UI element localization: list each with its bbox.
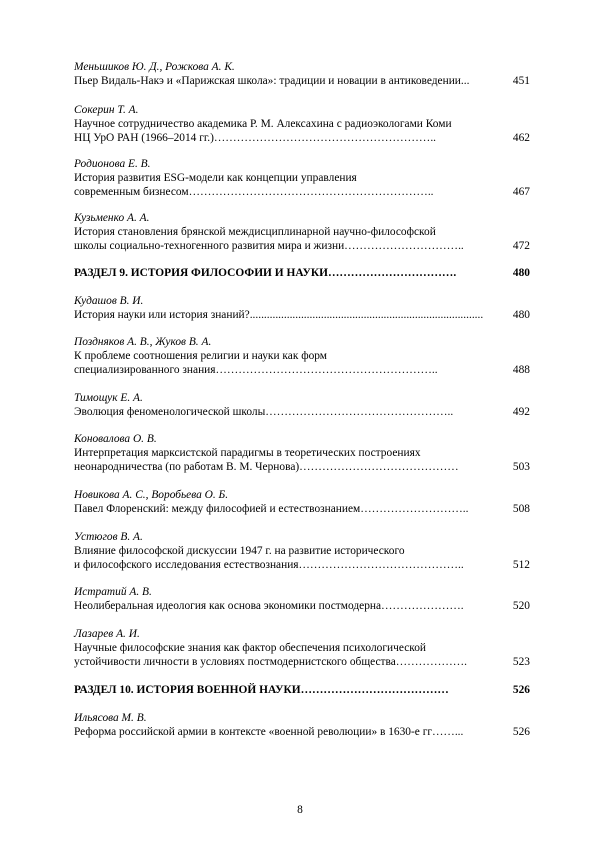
toc-entry[interactable] [74,294,530,322]
entry-title [74,117,488,145]
section-title: РАЗДЕЛ 10. ИСТОРИЯ ВОЕННОЙ НАУКИ………………………………… [74,684,449,696]
entry-page: 451 [512,75,530,87]
entry-title-line: Павел Флоренский: между философией и естествознанием……………………….. [74,503,469,515]
entry-page: 472 [512,240,530,252]
toc-section-heading[interactable] [74,683,530,697]
entry-title [74,544,488,572]
entry-page: 523 [512,656,530,668]
entry-title-line: История развития ESG-модели как концепции управления [74,172,357,184]
entry-page: 508 [512,503,530,515]
entry-page: 488 [512,364,530,376]
entry-title-line: Научные философские знания как фактор обеспечения психологической [74,642,426,654]
toc-entry[interactable] [74,391,530,419]
entry-title-line: Пьер Видаль-Накэ и «Парижская школа»: традиции и новации в антиковедении... [74,75,470,87]
entry-title-line: Реформа российской армии в контексте «военной революции» в 1630-е гг……... [74,726,464,738]
entry-author: Новикова А. С., Воробьева О. Б. [74,489,229,501]
entry-title-line: и философского исследования естествознания…………………………………….. [74,559,464,571]
toc-entry[interactable] [74,488,530,516]
entry-page: 526 [512,726,530,738]
toc-section-heading[interactable] [74,266,530,280]
entry-title [74,171,488,199]
entry-page: 512 [512,559,530,571]
entry-title-line: Влияние философской дискуссии 1947 г. на развитие исторического [74,545,405,557]
toc-entry[interactable] [74,335,530,377]
entry-author: Сокерин Т. А. [74,104,139,116]
toc-entry[interactable] [74,711,530,739]
entry-title-line: Научное сотрудничество академика Р. М. Алексахина с радиоэкологами Коми [74,118,452,130]
page-number: 8 [297,804,303,816]
toc-entry[interactable] [74,157,530,199]
toc-entry[interactable] [74,60,530,88]
entry-title-line: Эволюция феноменологической школы………………………………………….. [74,406,454,418]
toc-entry[interactable] [74,585,530,613]
entry-author: Кудашов В. И. [74,295,144,307]
entry-author: Коновалова О. В. [74,433,157,445]
entry-title-line: Интерпретация марксистской парадигмы в теоретических построениях [74,447,421,459]
entry-title [74,502,488,516]
entry-title [74,74,488,88]
entry-title-line: К проблеме соотношения религии и науки как форм [74,350,328,362]
entry-author: Лазарев А. И. [74,628,140,640]
entry-author: Ильясова М. В. [74,712,147,724]
toc-entry[interactable] [74,211,530,253]
entry-title-line: неонародничества (по работам В. М. Чернова)…………………………………… [74,461,459,473]
entry-title-line: История науки или история знаний?.................................................................................. [74,309,484,321]
entry-title [74,599,488,613]
entry-title-line: История становления брянской междисциплинарной научно-философской [74,226,436,238]
toc-entry[interactable] [74,627,530,669]
entry-title-line: НЦ УрО РАН (1966–2014 гг.)………………………………………………….. [74,132,437,144]
entry-page: 520 [512,600,530,612]
entry-page: 480 [512,309,530,321]
entry-title-line: современным бизнесом……………………………………………………….. [74,186,434,198]
entry-title [74,725,488,739]
entry-author: Истратий А. В. [74,586,152,598]
section-page: 526 [512,684,530,696]
entry-author: Меньшиков Ю. Д., Рожкова А. К. [74,61,235,73]
toc-entry[interactable] [74,432,530,474]
entry-author: Устюгов В. А. [74,531,143,543]
entry-title-line: специализированного знания………………………………………………….. [74,364,438,376]
entry-title [74,641,488,669]
entry-title [74,308,488,322]
entry-title [74,405,488,419]
entry-author: Тимощук Е. А. [74,392,143,404]
entry-title-line: Неолиберальная идеология как основа экономики постмодерна…………………. [74,600,464,612]
entry-title [74,446,488,474]
section-title: РАЗДЕЛ 9. ИСТОРИЯ ФИЛОСОФИИ И НАУКИ……………………………. [74,267,457,279]
entry-title-line: школы социально-техногенного развития мира и жизни………………………….. [74,240,464,252]
entry-author: Кузьменко А. А. [74,212,150,224]
section-page: 480 [512,267,530,279]
entry-author: Родионова Е. В. [74,158,151,170]
entry-page: 492 [512,406,530,418]
entry-page: 467 [512,186,530,198]
entry-author: Поздняков А. В., Жуков В. А. [74,336,212,348]
entry-title-line: устойчивости личности в условиях постмодернистского общества………………. [74,656,467,668]
toc-entry[interactable] [74,530,530,572]
entry-page: 462 [512,132,530,144]
entry-page: 503 [512,461,530,473]
entry-title [74,349,488,377]
entry-title [74,225,488,253]
toc-entry[interactable] [74,103,530,145]
